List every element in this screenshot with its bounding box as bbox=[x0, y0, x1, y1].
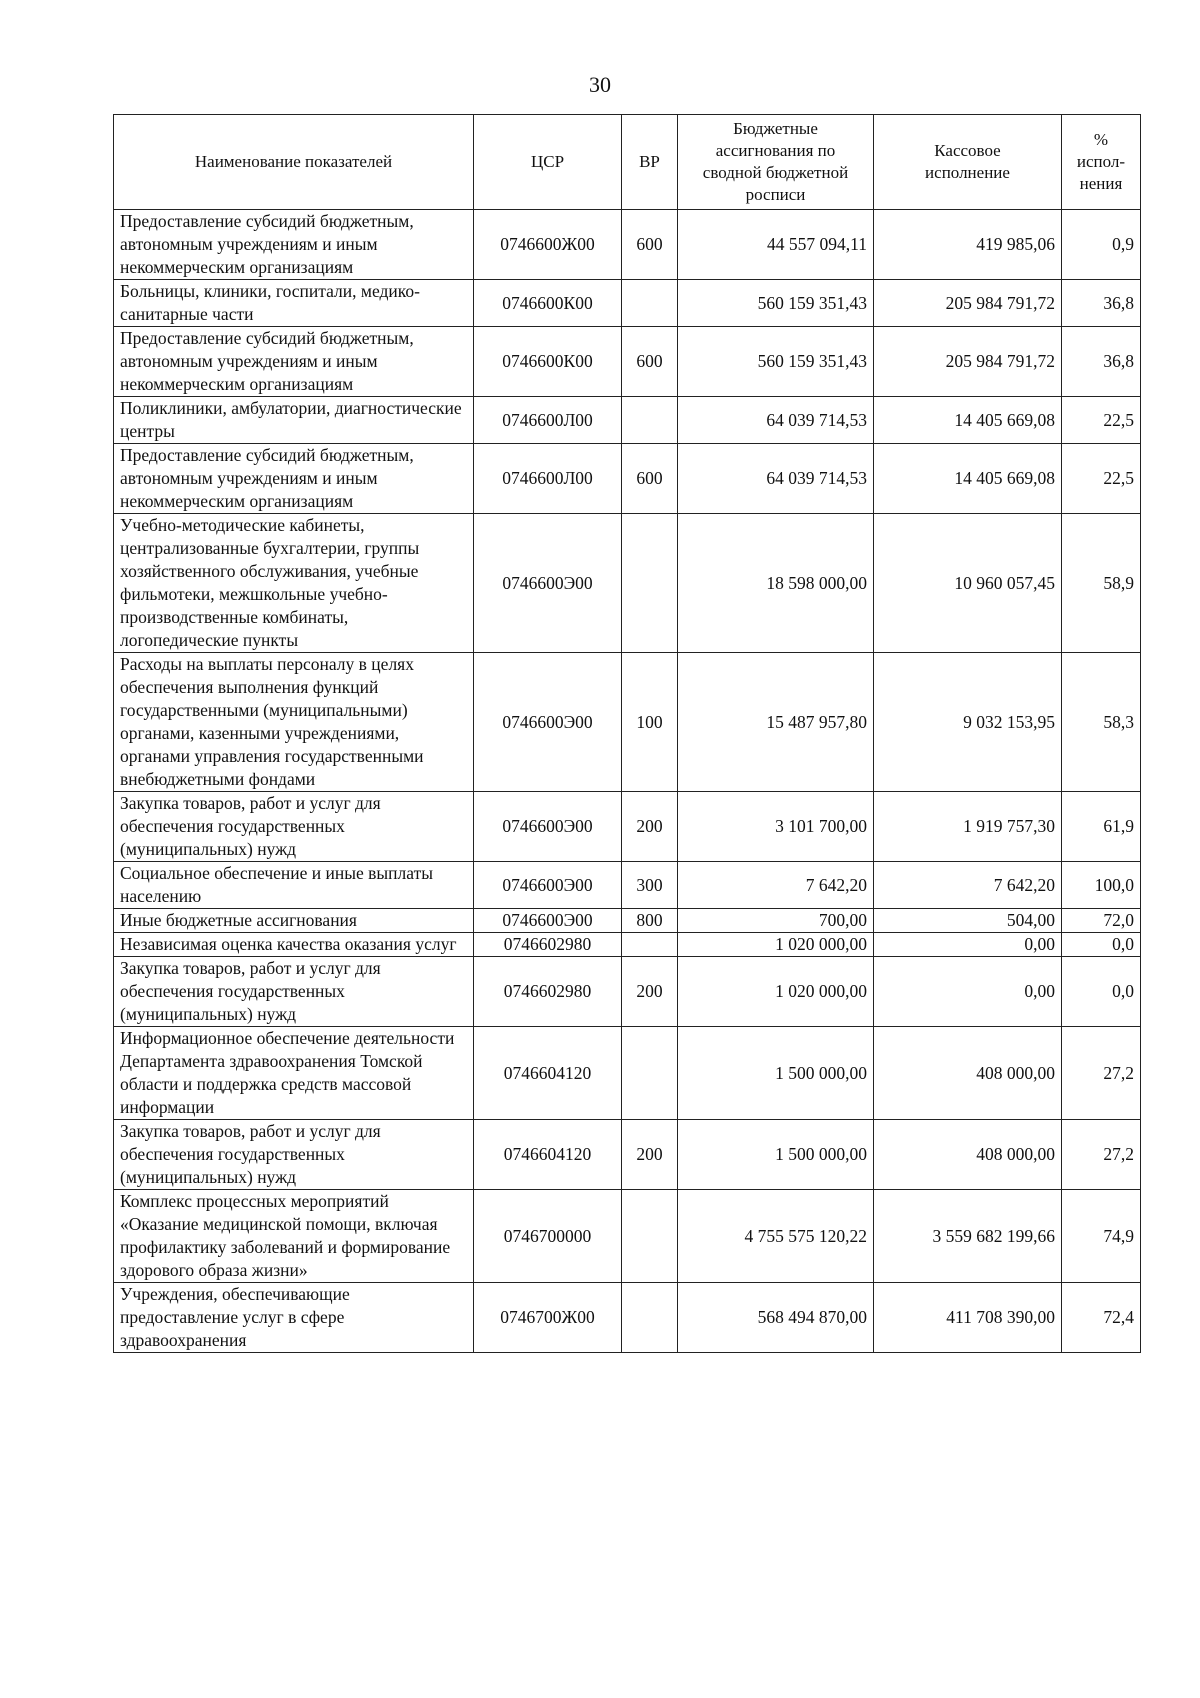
cell-csr: 0746600Л00 bbox=[474, 444, 622, 514]
cell-percent: 58,3 bbox=[1062, 653, 1141, 792]
cell-assignments: 1 020 000,00 bbox=[678, 933, 874, 957]
table-row bbox=[114, 514, 1141, 653]
cell-csr: 0746600Л00 bbox=[474, 397, 622, 444]
table-body bbox=[114, 210, 1141, 1353]
cell-assignments: 4 755 575 120,22 bbox=[678, 1190, 874, 1283]
cell-csr: 0746600Э00 bbox=[474, 514, 622, 653]
cell-cash-execution: 205 984 791,72 bbox=[874, 280, 1062, 327]
cell-vr: 600 bbox=[622, 444, 678, 514]
table-header-row bbox=[114, 115, 1141, 210]
cell-vr bbox=[622, 1283, 678, 1353]
cell-cash-execution: 504,00 bbox=[874, 909, 1062, 933]
table-row bbox=[114, 210, 1141, 280]
table-row bbox=[114, 1190, 1141, 1283]
cell-cash-execution: 0,00 bbox=[874, 933, 1062, 957]
cell-csr: 0746600Э00 bbox=[474, 792, 622, 862]
cell-percent: 27,2 bbox=[1062, 1027, 1141, 1120]
cell-assignments: 560 159 351,43 bbox=[678, 280, 874, 327]
cell-name: Закупка товаров, работ и услуг для обеспечения государственных (муниципальных) нужд bbox=[114, 792, 474, 862]
cell-vr bbox=[622, 280, 678, 327]
cell-cash-execution: 0,00 bbox=[874, 957, 1062, 1027]
cell-name: Расходы на выплаты персоналу в целях обеспечения выполнения функций государственными (муниципальными) органами, казенными учреждениями, органами управления государственными внебюджетными фондами bbox=[114, 653, 474, 792]
cell-csr: 0746600К00 bbox=[474, 280, 622, 327]
cell-vr bbox=[622, 1027, 678, 1120]
cell-percent: 100,0 bbox=[1062, 862, 1141, 909]
cell-csr: 0746604120 bbox=[474, 1027, 622, 1120]
cell-vr: 800 bbox=[622, 909, 678, 933]
cell-cash-execution: 411 708 390,00 bbox=[874, 1283, 1062, 1353]
cell-assignments: 64 039 714,53 bbox=[678, 397, 874, 444]
cell-name: Предоставление субсидий бюджетным, автономным учреждениям и иным некоммерческим организациям bbox=[114, 327, 474, 397]
header-vr: ВР bbox=[622, 115, 678, 210]
cell-vr: 600 bbox=[622, 210, 678, 280]
cell-cash-execution: 14 405 669,08 bbox=[874, 397, 1062, 444]
cell-assignments: 1 500 000,00 bbox=[678, 1120, 874, 1190]
cell-csr: 0746600Э00 bbox=[474, 909, 622, 933]
cell-csr: 0746600Э00 bbox=[474, 862, 622, 909]
header-name: Наименование показателей bbox=[114, 115, 474, 210]
cell-cash-execution: 14 405 669,08 bbox=[874, 444, 1062, 514]
cell-name: Социальное обеспечение и иные выплаты населению bbox=[114, 862, 474, 909]
cell-assignments: 18 598 000,00 bbox=[678, 514, 874, 653]
cell-name: Закупка товаров, работ и услуг для обеспечения государственных (муниципальных) нужд bbox=[114, 957, 474, 1027]
cell-assignments: 3 101 700,00 bbox=[678, 792, 874, 862]
table-row bbox=[114, 397, 1141, 444]
cell-name: Предоставление субсидий бюджетным, автономным учреждениям и иным некоммерческим организациям bbox=[114, 210, 474, 280]
cell-vr: 200 bbox=[622, 792, 678, 862]
table-row bbox=[114, 327, 1141, 397]
cell-name: Поликлиники, амбулатории, диагностические центры bbox=[114, 397, 474, 444]
table-row bbox=[114, 957, 1141, 1027]
cell-percent: 58,9 bbox=[1062, 514, 1141, 653]
cell-cash-execution: 205 984 791,72 bbox=[874, 327, 1062, 397]
cell-cash-execution: 9 032 153,95 bbox=[874, 653, 1062, 792]
cell-percent: 22,5 bbox=[1062, 444, 1141, 514]
cell-name: Предоставление субсидий бюджетным, автономным учреждениям и иным некоммерческим организациям bbox=[114, 444, 474, 514]
cell-percent: 72,4 bbox=[1062, 1283, 1141, 1353]
table-row bbox=[114, 1120, 1141, 1190]
cell-vr bbox=[622, 933, 678, 957]
cell-assignments: 700,00 bbox=[678, 909, 874, 933]
table-row bbox=[114, 653, 1141, 792]
cell-cash-execution: 408 000,00 bbox=[874, 1027, 1062, 1120]
table-row bbox=[114, 1027, 1141, 1120]
cell-name: Независимая оценка качества оказания услуг bbox=[114, 933, 474, 957]
cell-name: Больницы, клиники, госпитали, медико-санитарные части bbox=[114, 280, 474, 327]
cell-vr bbox=[622, 397, 678, 444]
cell-vr: 300 bbox=[622, 862, 678, 909]
cell-vr bbox=[622, 1190, 678, 1283]
cell-csr: 0746600Э00 bbox=[474, 653, 622, 792]
budget-execution-table bbox=[113, 114, 1141, 1353]
cell-vr bbox=[622, 514, 678, 653]
cell-csr: 0746602980 bbox=[474, 933, 622, 957]
cell-percent: 72,0 bbox=[1062, 909, 1141, 933]
cell-csr: 0746700000 bbox=[474, 1190, 622, 1283]
table-row bbox=[114, 280, 1141, 327]
cell-assignments: 1 500 000,00 bbox=[678, 1027, 874, 1120]
cell-percent: 0,0 bbox=[1062, 957, 1141, 1027]
table-row bbox=[114, 444, 1141, 514]
cell-cash-execution: 408 000,00 bbox=[874, 1120, 1062, 1190]
cell-vr: 200 bbox=[622, 1120, 678, 1190]
cell-cash-execution: 10 960 057,45 bbox=[874, 514, 1062, 653]
cell-csr: 0746600К00 bbox=[474, 327, 622, 397]
cell-vr: 100 bbox=[622, 653, 678, 792]
table-row bbox=[114, 909, 1141, 933]
cell-cash-execution: 3 559 682 199,66 bbox=[874, 1190, 1062, 1283]
cell-vr: 200 bbox=[622, 957, 678, 1027]
cell-assignments: 15 487 957,80 bbox=[678, 653, 874, 792]
table-row bbox=[114, 1283, 1141, 1353]
page-number: 30 bbox=[589, 72, 611, 97]
cell-name: Комплекс процессных мероприятий «Оказание медицинской помощи, включая профилактику заболеваний и формирование здорового образа жизни» bbox=[114, 1190, 474, 1283]
cell-cash-execution: 419 985,06 bbox=[874, 210, 1062, 280]
cell-percent: 0,0 bbox=[1062, 933, 1141, 957]
cell-assignments: 1 020 000,00 bbox=[678, 957, 874, 1027]
cell-vr: 600 bbox=[622, 327, 678, 397]
cell-assignments: 568 494 870,00 bbox=[678, 1283, 874, 1353]
table-row bbox=[114, 933, 1141, 957]
cell-name: Информационное обеспечение деятельности Департамента здравоохранения Томской области и поддержка средств массовой информации bbox=[114, 1027, 474, 1120]
cell-percent: 74,9 bbox=[1062, 1190, 1141, 1283]
cell-name: Учебно-методические кабинеты, централизованные бухгалтерии, группы хозяйственного обслуживания, учебные фильмотеки, межшкольные учебно-производственные комбинаты, логопедические пункты bbox=[114, 514, 474, 653]
cell-percent: 0,9 bbox=[1062, 210, 1141, 280]
cell-assignments: 7 642,20 bbox=[678, 862, 874, 909]
header-cash-execution: Кассовое исполнение bbox=[874, 115, 1062, 210]
cell-percent: 61,9 bbox=[1062, 792, 1141, 862]
cell-assignments: 64 039 714,53 bbox=[678, 444, 874, 514]
cell-name: Закупка товаров, работ и услуг для обеспечения государственных (муниципальных) нужд bbox=[114, 1120, 474, 1190]
cell-csr: 0746700Ж00 bbox=[474, 1283, 622, 1353]
header-percent-execution: % испол-нения bbox=[1062, 115, 1141, 210]
cell-percent: 36,8 bbox=[1062, 280, 1141, 327]
cell-name: Учреждения, обеспечивающие предоставление услуг в сфере здравоохранения bbox=[114, 1283, 474, 1353]
table-row bbox=[114, 862, 1141, 909]
cell-cash-execution: 7 642,20 bbox=[874, 862, 1062, 909]
cell-cash-execution: 1 919 757,30 bbox=[874, 792, 1062, 862]
cell-name: Иные бюджетные ассигнования bbox=[114, 909, 474, 933]
header-csr: ЦСР bbox=[474, 115, 622, 210]
cell-assignments: 560 159 351,43 bbox=[678, 327, 874, 397]
cell-percent: 36,8 bbox=[1062, 327, 1141, 397]
cell-csr: 0746602980 bbox=[474, 957, 622, 1027]
header-assignments: Бюджетные ассигнования по сводной бюджетной росписи bbox=[678, 115, 874, 210]
cell-assignments: 44 557 094,11 bbox=[678, 210, 874, 280]
cell-percent: 22,5 bbox=[1062, 397, 1141, 444]
cell-percent: 27,2 bbox=[1062, 1120, 1141, 1190]
cell-csr: 0746604120 bbox=[474, 1120, 622, 1190]
cell-csr: 0746600Ж00 bbox=[474, 210, 622, 280]
table-row bbox=[114, 792, 1141, 862]
